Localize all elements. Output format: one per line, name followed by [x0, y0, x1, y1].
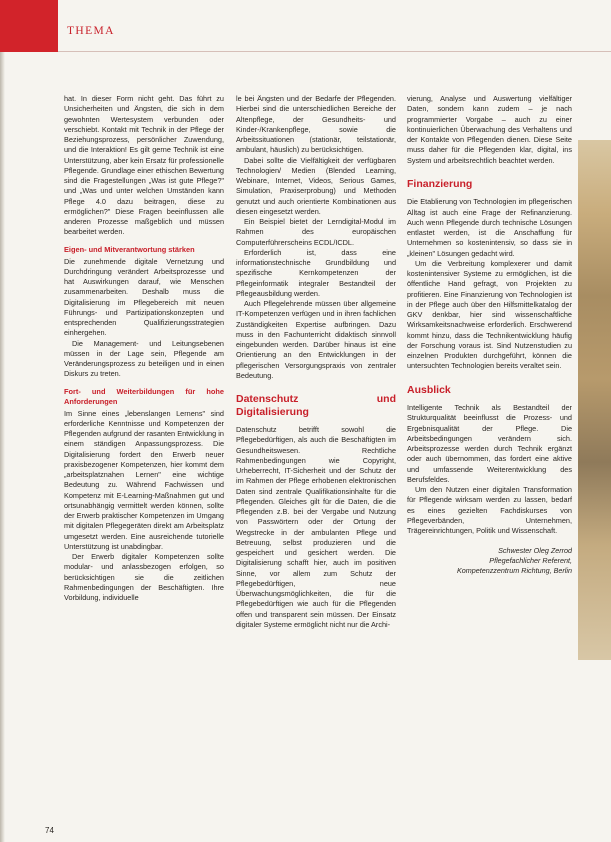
paragraph: Die zunehmende digitale Vernetzung und Durchdringung verändert Arbeitsprozesse und hat Auswirkungen darauf, wie Menschen zusammenarbeiten. Deshalb muss die Digitalisierung im Pflegebereich mit neuen Führungs- und Partizipationskonzepten und entsprechenden Qualifizierungsstrategien einhergehen.	[64, 256, 224, 338]
paragraph: Im Sinne eines „lebenslangen Lernens" sind erforderliche Kenntnisse und Kompetenzen der Pflegenden aufgrund der rasanten Entwicklung in einem ständigen Anpassungsprozess. Die Digitalisierung fordert den Erwerb neuer praxisbezogener Kompetenzen, hier kommt dem „arbeitsplatznahen Lernen" eine wichtige Bedeutung zu. Während Fachwissen und Kompetenz mit E-Learning-Maßnahmen gut und ortsunabhängig vermittelt werden können, sollte der Erwerb praktischer Kompetenzen im Umgang mit digitalen Pflegegeräten direkt am Arbeitsplatz umgesetzt werden. Eine ausreichende tutorielle Unterstützung ist unabdingbar.	[64, 408, 224, 551]
column-1	[64, 94, 224, 814]
paragraph: Ein Beispiel bietet der Lerndigital-Modul im Rahmen des europäischen Computerführerscheins ECDL/ICDL.	[236, 217, 396, 247]
paragraph: Intelligente Technik als Bestandteil der Strukturqualität beeinflusst die Prozess- und Ergebnisqualität der Pflege. Die Arbeitsbedingungen verändern sich. Arbeitsprozesse werden durch Technik ergänzt oder auch übernommen, das fordert eine aktive und umfassende Weiterentwicklung des Berufsfeldes.	[407, 403, 572, 484]
paragraph: le bei Ängsten und der Bedarfe der Pflegenden. Hierbei sind die unterschiedlichen Bereiche der Altenpflege, der Gesundheits- und Kinder-/Krankenpflege, sowie die Arbeitssituationen (stationär, teilstationär, ambulant, häuslich) zu berücksichtigen.	[236, 94, 396, 155]
author-role: Pflegefachlicher Referent,	[489, 556, 572, 566]
paragraph: vierung, Analyse und Auswertung vielfältiger Daten, sondern kann zudem – je nach programmierter Vorgabe – auch zu einer kontinuierlichen Überwachung des Verhaltens und der Kontakte von Pflegenden dienen. Diese Seite muss daher für die Pflegenden klar, digital, ins System und arbeitsrechtlich beachtet werden.	[407, 94, 572, 165]
paragraph: Um die Verbreitung komplexerer und damit kostenintensiver Systeme zu ermöglichen, ist die öffentliche Hand gefragt, von Projekten zu profitieren. Eine Finanzierung von Technologien ist in der Pflege auch über den Hilfsmittelkatalog der GKV denkbar, hier sind wissenschaftliche Wirksamkeitsnachweise erforderlich. Erschwerend kommt hinzu, dass die Technikentwicklung häufig der Forschung voraus ist. Sind Nutzenstudien zu einzelnen Produkten durchgeführt, können die untersuchten Technologien bereits veraltet sein.	[407, 258, 572, 371]
edge-photo-strip	[578, 140, 611, 660]
subheading-eigenverantwortung: Eigen- und Mitverantwortung stärken	[64, 244, 195, 254]
subheading-fortbildung: Fort- und Weiterbildungen für hohe Anforderungen	[64, 386, 224, 406]
paragraph: Datenschutz betrifft sowohl die Pflegebedürftigen, als auch die Beschäftigten im Gesundheitswesen. Rechtliche Rahmenbedingungen wie Copyright, Urheberrecht, IT-Sicherheit und der Schutz der im Rahmen der Pflege erhobenen elektronischen Daten sind zentrale Qualifikationsinhalte für die Pflegenden. Gleiches gilt für die Daten, die die Pflegenden z.B. bei der Vergabe und Nutzung von Passwörtern oder der Ortung der Wegstrecke in der ambulanten Pflege und Betreuung, selbst produzieren und die gespeichert und gesichert werden. Die Digitalisierung schafft hier, auch im positiven Sinne, vor allem zum Schutz der Pflegebedürftigen, neue Überwachungsmöglichkeiten, die für die Pflegebedürftigen wie auch für die Pflegenden offen und transparent sein müssen. Der Einsatz digitaler Systeme ermöglicht nicht nur die Archi-	[236, 425, 396, 629]
author-name: Schwester Oleg Zerrod	[498, 546, 572, 556]
author-affiliation: Kompetenzzentrum Richtung, Berlin	[456, 566, 572, 576]
heading-ausblick: Ausblick	[407, 383, 451, 396]
paragraph: Die Etablierung von Technologien im pflegerischen Alltag ist auch eine Frage der Refinanzierung. Auch wenn Pflegende durch technische Lösungen entlastet werden, ist die Anschaffung für Unternehmen so kostenintensiv, so dass sie in „kleinen" Lösungen gedacht wird.	[407, 197, 572, 258]
paragraph: Erforderlich ist, dass eine informationstechnische Grundbildung und spezifische Kernkompetenzen der Pflegeinformatik integraler Bestandteil der Pflegeausbildung werden.	[236, 247, 396, 298]
header-color-block	[0, 0, 58, 52]
paragraph: Auch Pflegelehrende müssen über allgemeine IT-Kompetenzen verfügen und in ihren fachlichen Zuständigkeiten Expertise aufbringen. Dazu muss in den Fachunterricht didaktisch sinnvoll eingebunden werden. Darüber hinaus ist eine Orientierung an den Entwicklungen in der pflegerischen Versorgungspraxis von zentraler Bedeutung.	[236, 299, 396, 380]
scan-edge-shadow	[0, 0, 5, 842]
section-label: THEMA	[67, 25, 115, 37]
header-rule	[58, 51, 611, 52]
paragraph: Um den Nutzen einer digitalen Transformation für Pflegende wirksam werden zu lassen, bedarf es eines gezielten Fachdiskurses von Pflegeverbänden, Unternehmen, Trägereinrichtungen, Politik und Wissenschaft.	[407, 485, 572, 535]
column-3	[407, 94, 572, 814]
column-2	[236, 94, 396, 814]
author-byline	[407, 546, 572, 576]
paragraph: Dabei sollte die Vielfältigkeit der verfügbaren Technologien/ Medien (Blended Learning, Webinare, Internet, Videos, Serious Games, Simulation, Praxiserprobung) und Methoden genutzt und auch orientierte Kombinationen aus diesen eingesetzt werden.	[236, 155, 396, 216]
heading-datenschutz: Datenschutz und Digitalisierung	[236, 393, 396, 418]
paragraph: hat. In dieser Form nicht geht. Das führt zu Unsicherheiten und Ängsten, die sich in dem gewohnten Wertesystem verbunden oder verschiebt. Kontakt mit Technik in der Pflege der Beziehungsprozess, persönlicher Zuwendung, und die Interaktion! Es gilt gerne Technik ist eine Unterstützung, aber kein Ersatz für professionelle Pflegende. Grundlage einer ethischen Bewertung sind die Fragestellungen „Was ist gute Pflege?" und „Was und unter welchen Umständen kann Pflege 4.0 dazu beitragen, diese zu ermöglichen?" Diese Fragen beeinflussen alle anderen Prozesse maßgeblich und müssen bearbeitet werden.	[64, 94, 224, 237]
paragraph: Der Erwerb digitaler Kompetenzen sollte modular- und anlassbezogen erfolgen, so berücksichtigen sie die zeitlichen Rahmenbedingungen der Beschäftigten. Ihre Vorbildung, individuelle	[64, 552, 224, 602]
paragraph: Die Management- und Leitungsebenen müssen in der Lage sein, Pflegende am Veränderungsprozess zu beteiligen und in einen Diskurs zu treten.	[64, 338, 224, 379]
heading-finanzierung: Finanzierung	[407, 177, 473, 190]
page-number: 74	[45, 826, 54, 835]
